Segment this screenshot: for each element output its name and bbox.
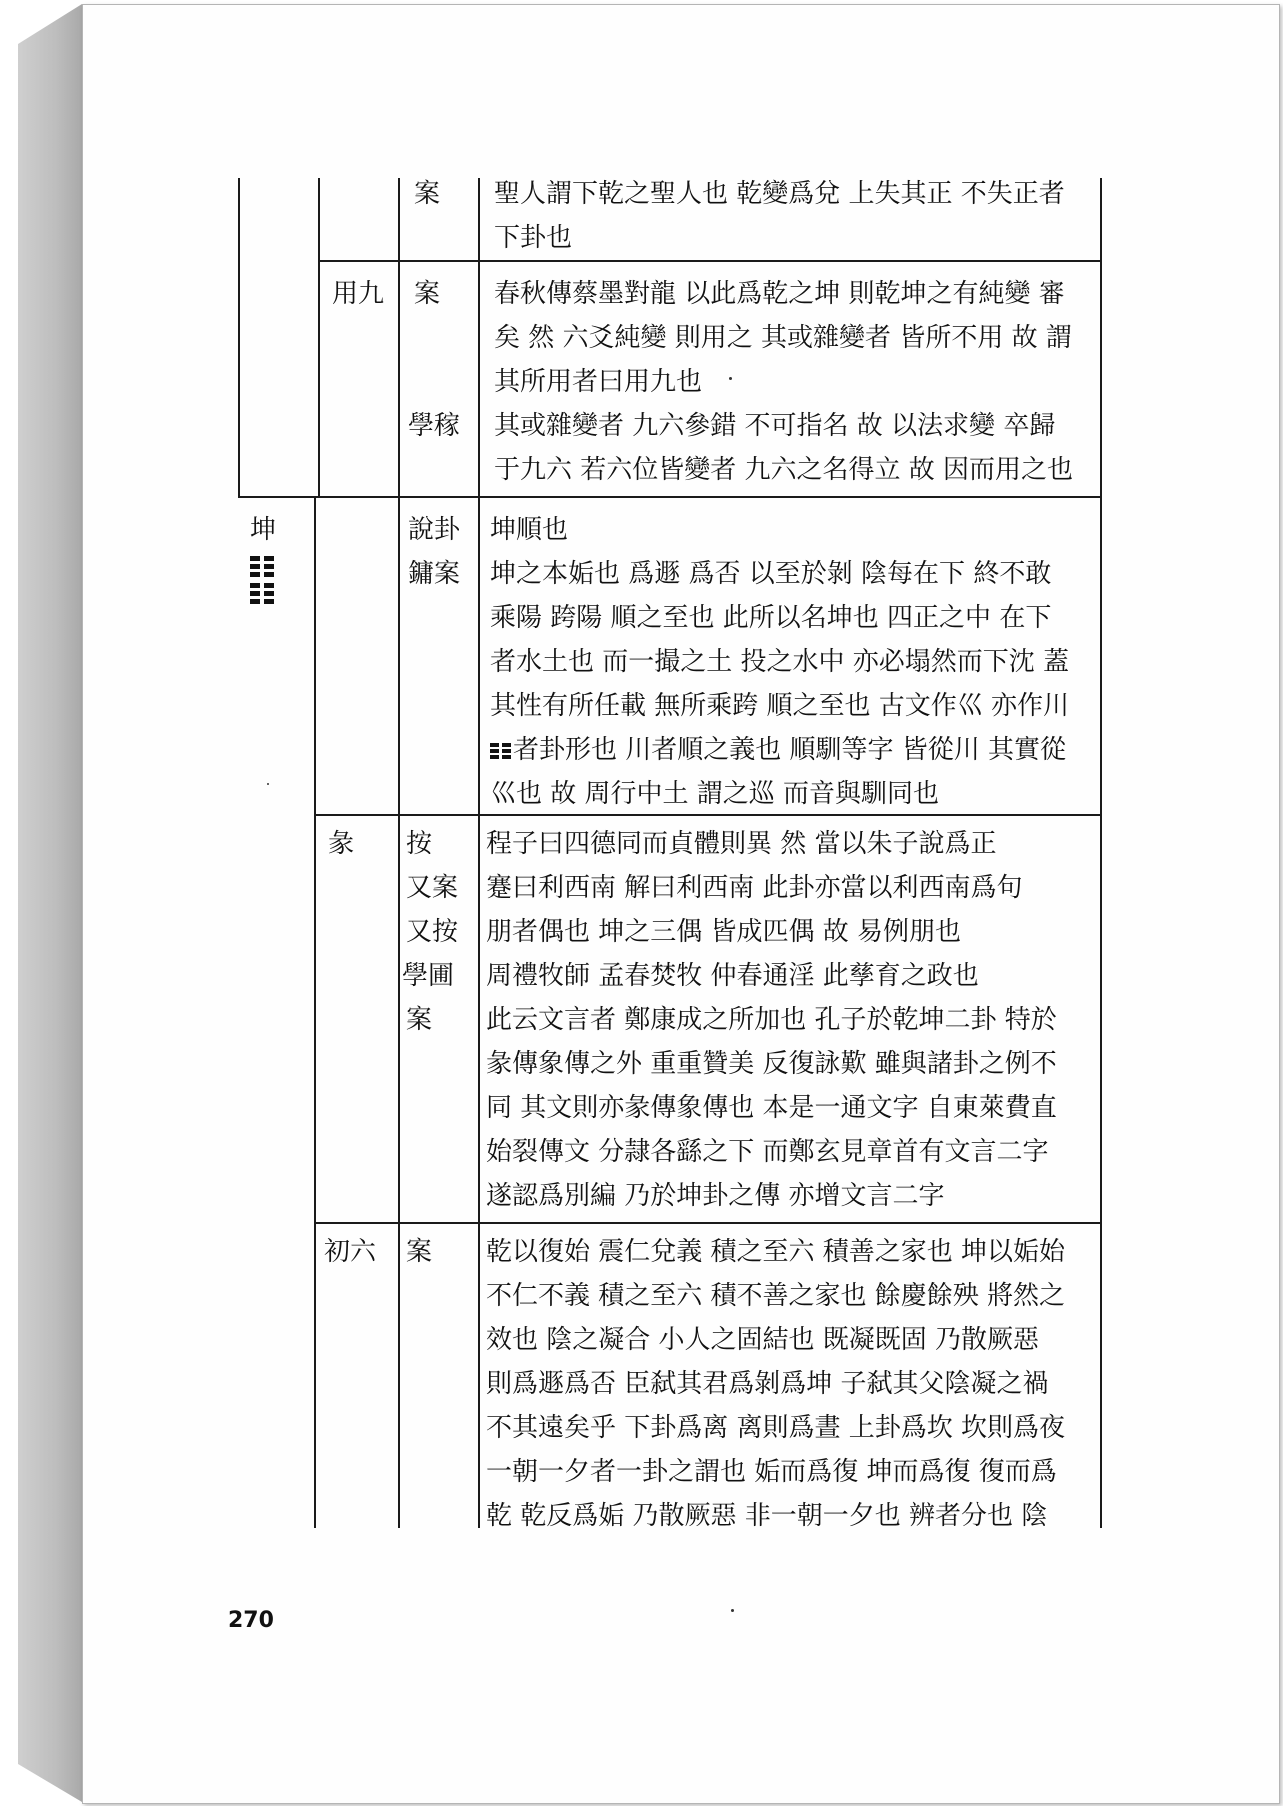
note-content <box>494 272 1072 404</box>
note-label: 按 <box>406 829 433 859</box>
note-line: 矣 然 六爻純變 則用之 其或雜變者 皆所不用 故 謂 <box>494 323 1072 353</box>
hexagram-name <box>250 508 276 607</box>
note-line: 于九六 若六位皆變者 九六之名得立 故 因而用之也 <box>494 455 1074 485</box>
note-label: 鏞案 <box>408 559 461 589</box>
note-line: 朋者偶也 坤之三偶 皆成匹偶 故 易例朋也 <box>486 917 962 947</box>
table-rule-row2 <box>238 496 1102 498</box>
note-line: 坤之本姤也 爲遯 爲否 以至於剝 陰每在下 終不敢 <box>490 559 1052 589</box>
note-line: 始裂傳文 分隷各繇之下 而鄭玄見章首有文言二字 <box>486 1137 1049 1167</box>
note-line: 程子曰四德同而貞體則異 然 當以朱子說爲正 <box>486 829 997 859</box>
note-label: 說卦 <box>408 515 461 545</box>
note-line: 遂認爲別編 乃於坤卦之傳 亦增文言二字 <box>486 1181 945 1211</box>
kun-trigram-double-icon <box>250 556 276 604</box>
page-number: 270 <box>228 1608 274 1633</box>
note-line: 則爲遯爲否 臣弑其君爲剝爲坤 子弑其父陰凝之禍 <box>486 1369 1049 1399</box>
note-line <box>490 728 1069 772</box>
book-edge <box>18 4 82 1802</box>
note-content <box>494 404 1073 492</box>
note-line: 春秋傳蔡墨對龍 以此爲乾之坤 則乾坤之有純變 審 <box>494 279 1065 309</box>
line-label: 用九 <box>332 279 385 309</box>
note-label: 案 <box>406 1237 433 1267</box>
note-label: 案 <box>406 1005 433 1035</box>
note-line: 乾 乾反爲姤 乃散厥惡 非一朝一夕也 辨者分也 陰 <box>486 1501 1048 1531</box>
note-line: 此云文言者 鄭康成之所加也 孔子於乾坤二卦 特於 <box>486 1005 1057 1035</box>
line-label: 初六 <box>324 1237 377 1267</box>
note-content <box>486 822 997 866</box>
note-line: 乘陽 跨陽 順之至也 此所以名坤也 四正之中 在下 <box>490 603 1052 633</box>
note-label: 又案 <box>406 873 459 903</box>
note-line: 周禮牧師 孟春焚牧 仲春通淫 此孳育之政也 <box>486 961 979 991</box>
note-line: 不其遠矣乎 下卦爲离 离則爲晝 上卦爲坎 坎則爲夜 <box>486 1413 1066 1443</box>
note-content <box>486 910 961 954</box>
note-line: 一朝一夕者一卦之謂也 姤而爲復 坤而爲復 復而爲 <box>486 1457 1057 1487</box>
note-content <box>486 1230 1065 1538</box>
table-rule-col2 <box>398 178 400 1528</box>
note-content <box>486 954 979 998</box>
note-label: 學圃 <box>402 961 455 991</box>
note-line-text: 者卦形也 川者順之義也 順馴等字 皆從川 其實從 <box>513 735 1067 765</box>
note-label: 案 <box>414 279 441 309</box>
note-label: 學稼 <box>408 411 461 441</box>
note-label: 案 <box>414 179 441 209</box>
kun-trigram-icon <box>490 741 511 761</box>
note-line: 聖人謂下乾之聖人也 乾變爲兌 上失其正 不失正者 <box>494 179 1065 209</box>
hexagram-label: 坤 <box>250 515 277 545</box>
note-line: 蹇曰利西南 解曰利西南 此卦亦當以利西南爲句 <box>486 873 1023 903</box>
table-rule-row1 <box>318 260 1102 262</box>
table-rule-col1-lower <box>314 498 316 1528</box>
note-line: 彖傳象傳之外 重重贊美 反復詠歎 雖與諸卦之例不 <box>486 1049 1057 1079</box>
note-line: 其或雜變者 九六參錯 不可指名 故 以法求變 卒歸 <box>494 411 1056 441</box>
note-line: 同 其文則亦彖傳象傳也 本是一通文字 自東萊費直 <box>486 1093 1057 1123</box>
table-rule-left-top <box>238 178 240 498</box>
note-line: 者水土也 而一撮之土 投之水中 亦必塌然而下沈 蓋 <box>490 647 1070 677</box>
note-content <box>490 508 568 552</box>
line-label: 彖 <box>328 829 355 859</box>
note-line: 乾以復始 震仁兌義 積之至六 積善之家也 坤以姤始 <box>486 1237 1066 1267</box>
note-content <box>486 866 1023 910</box>
note-line: 下卦也 <box>494 223 573 253</box>
note-content <box>490 552 1069 816</box>
table-rule-row4 <box>314 1222 1102 1224</box>
note-content <box>486 998 1057 1218</box>
note-line: 巛也 故 周行中土 謂之巡 而音與馴同也 <box>490 779 940 809</box>
note-line: 不仁不義 積之至六 積不善之家也 餘慶餘殃 將然之 <box>486 1281 1066 1311</box>
note-line: 效也 陰之凝合 小人之固結也 既凝既固 乃散厥惡 <box>486 1325 1040 1355</box>
table-rule-col1 <box>318 178 320 498</box>
note-content <box>494 172 1065 260</box>
table-rule-right <box>1100 178 1102 1528</box>
ink-speck <box>731 1609 734 1612</box>
note-line: 其所用者曰用九也 <box>494 367 703 397</box>
table-rule-col3 <box>478 178 480 1528</box>
note-line: 坤順也 <box>490 515 569 545</box>
note-line: 其性有所任載 無所乘跨 順之至也 古文作巛 亦作川 <box>490 691 1070 721</box>
note-label: 又按 <box>406 917 459 947</box>
commentary-table <box>238 178 1102 1531</box>
